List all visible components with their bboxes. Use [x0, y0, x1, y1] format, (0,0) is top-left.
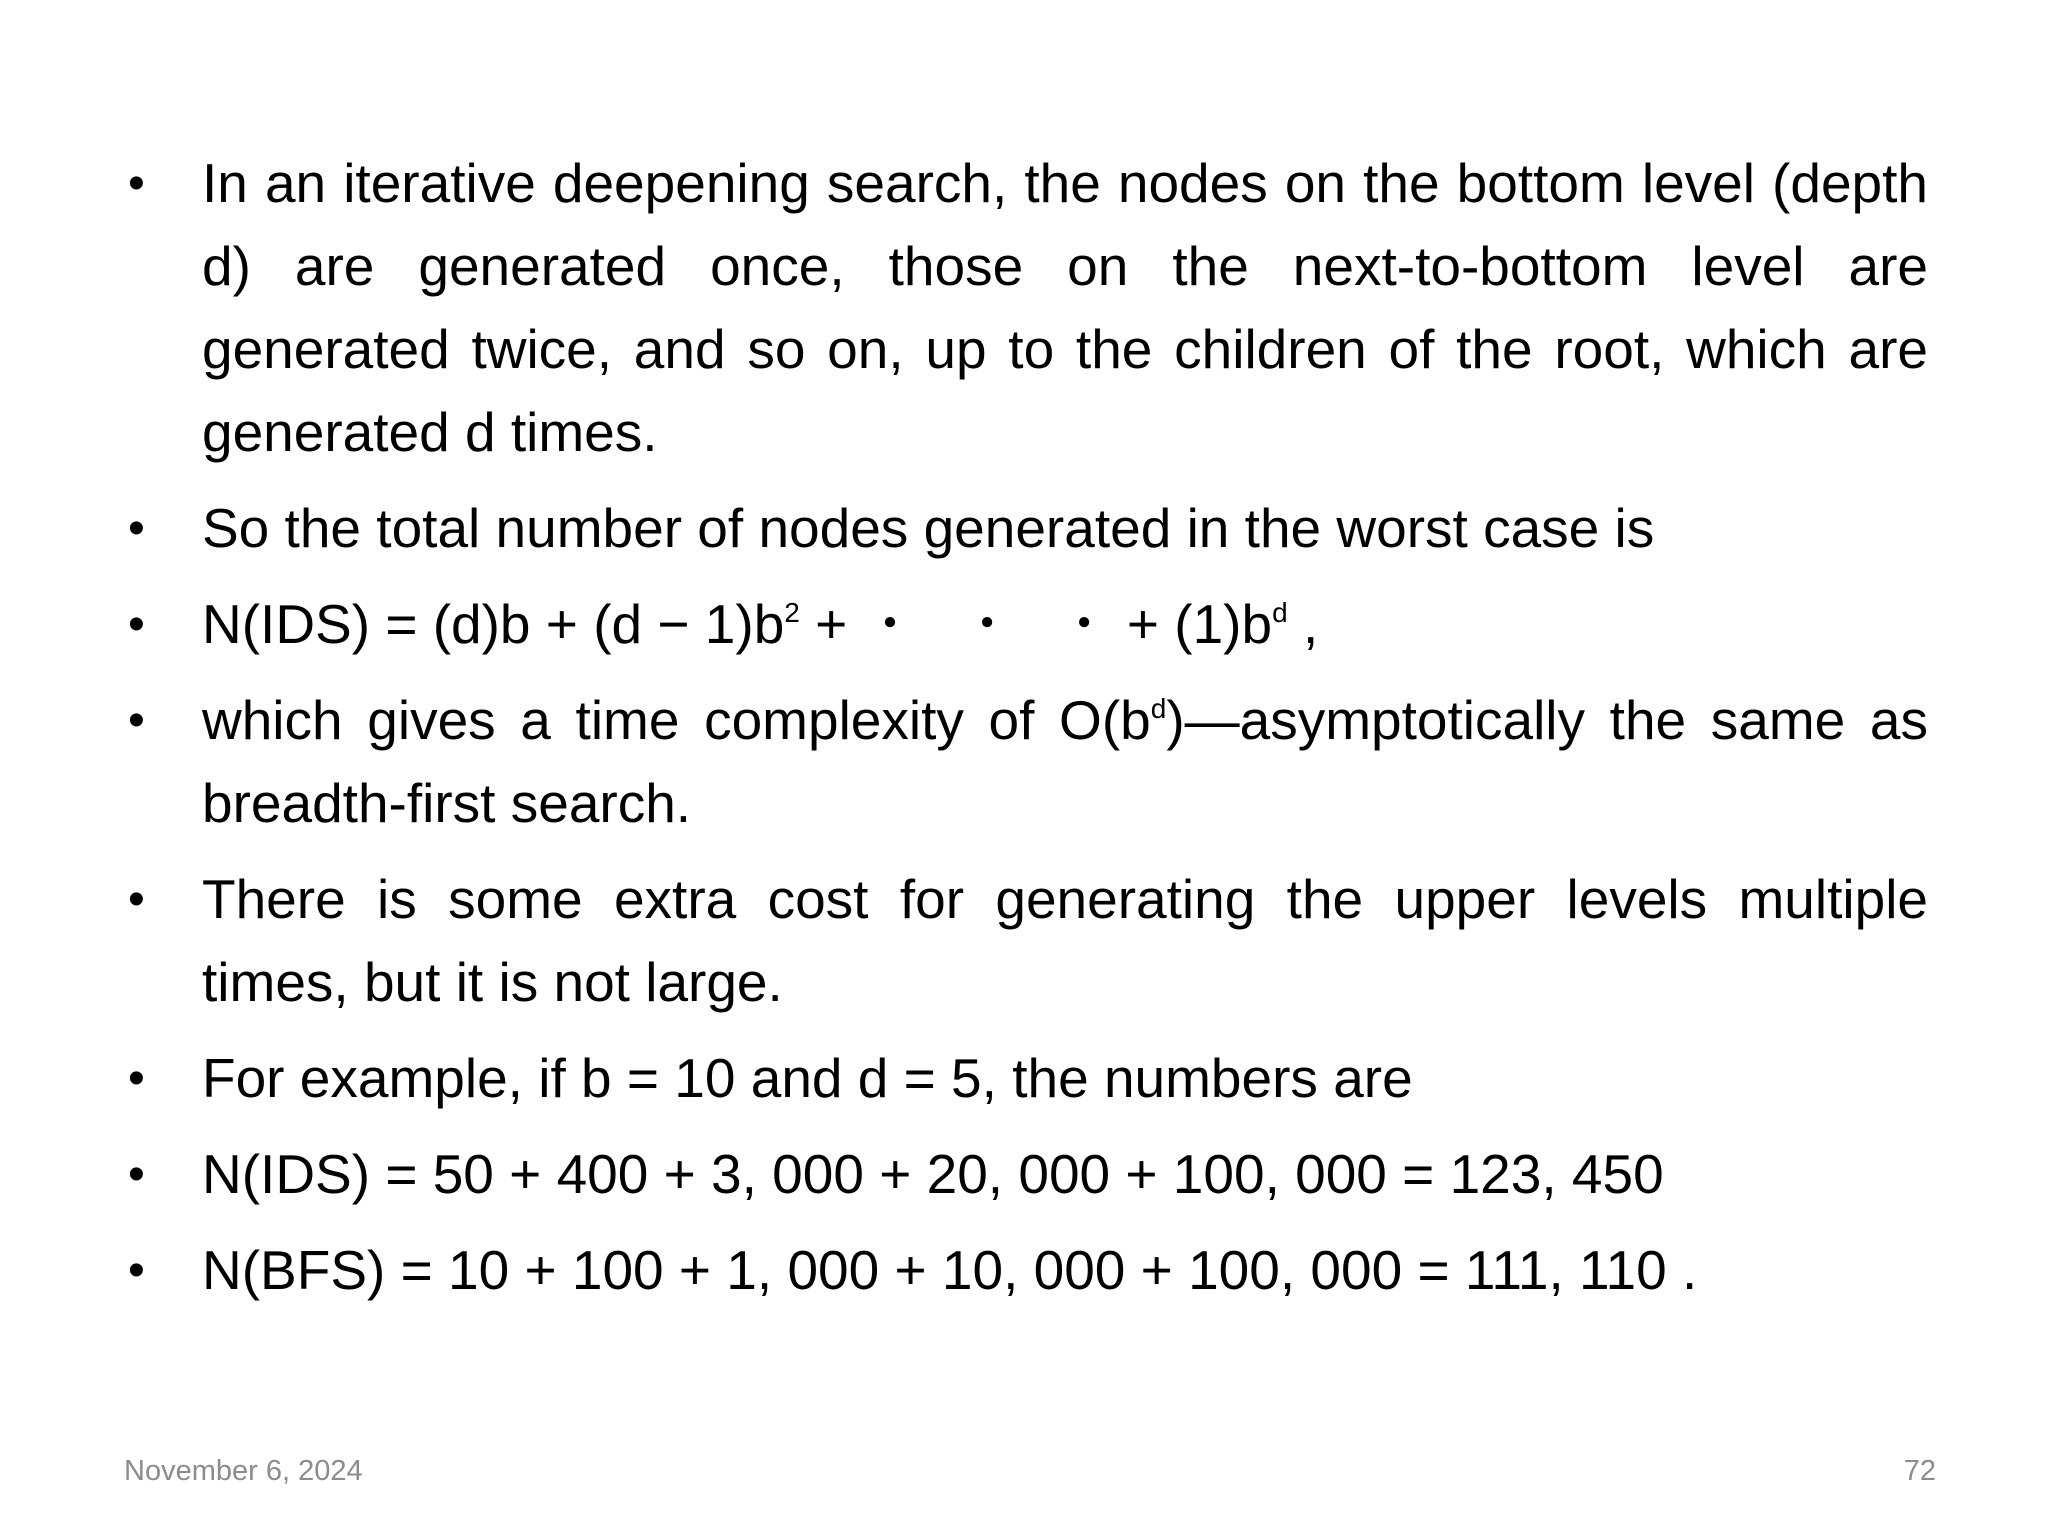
formula-part: N(IDS) = (d)b + (d − 1)b — [202, 593, 785, 655]
ellipsis-dot: ・ — [862, 593, 918, 655]
footer-date: November 6, 2024 — [124, 1455, 363, 1487]
bullet-list — [122, 142, 1928, 1325]
bullet-marker: • — [128, 1244, 145, 1297]
bullet-text: which gives a time complexity of O(b — [202, 689, 1151, 751]
bullet-marker: • — [128, 694, 145, 747]
complexity-superscript: d — [1150, 692, 1167, 724]
bullet-text: So the total number of nodes generated in the worst case is — [202, 497, 1655, 559]
page-number: 72 — [1903, 1455, 1936, 1487]
bullet-text: There is some extra cost for generating the upper levels multiple times, but it is not large. — [202, 868, 1928, 1013]
bullet-text: In an iterative deepening search, the nodes on the bottom level (depth d) are generated once, those on the next-to-bottom level are generated twice, and so on, up to the children of the root, which are generated d times. — [202, 152, 1928, 463]
bullet-item-extra-cost — [122, 858, 1928, 1024]
ellipsis-dot: ・ — [1056, 593, 1112, 655]
bullet-item-ids-numbers — [122, 1133, 1928, 1216]
ellipsis-dot: ・ — [959, 593, 1015, 655]
bullet-item-bfs-numbers — [122, 1229, 1928, 1312]
bullet-marker: • — [128, 502, 145, 555]
bullet-marker: • — [128, 1052, 145, 1105]
formula-part: , — [1287, 593, 1319, 655]
bullet-marker: • — [128, 1148, 145, 1201]
bullet-item-time-complexity — [122, 679, 1928, 845]
bullet-item-example — [122, 1037, 1928, 1120]
bullet-marker: • — [128, 157, 145, 210]
bullet-text: N(BFS) = 10 + 100 + 1, 000 + 10, 000 + 100, 000 = 111, 110 . — [202, 1239, 1698, 1301]
bullet-text: For example, if b = 10 and d = 5, the numbers are — [202, 1047, 1413, 1109]
bullet-text: )—asymptotically the same as breadth-first search. — [202, 689, 1928, 834]
formula-superscript: 2 — [784, 596, 800, 628]
bullet-item-ids-description — [122, 142, 1928, 474]
formula-superscript: d — [1272, 596, 1288, 628]
formula-part: + — [799, 593, 863, 655]
formula-ellipsis — [863, 593, 1112, 655]
bullet-item-total-nodes — [122, 487, 1928, 570]
formula-part: + (1)b — [1111, 593, 1273, 655]
bullet-item-ids-formula — [122, 583, 1928, 666]
bullet-marker: • — [128, 598, 145, 651]
bullet-text: N(IDS) = 50 + 400 + 3, 000 + 20, 000 + 100, 000 = 123, 450 — [202, 1143, 1664, 1205]
bullet-marker: • — [128, 873, 145, 926]
